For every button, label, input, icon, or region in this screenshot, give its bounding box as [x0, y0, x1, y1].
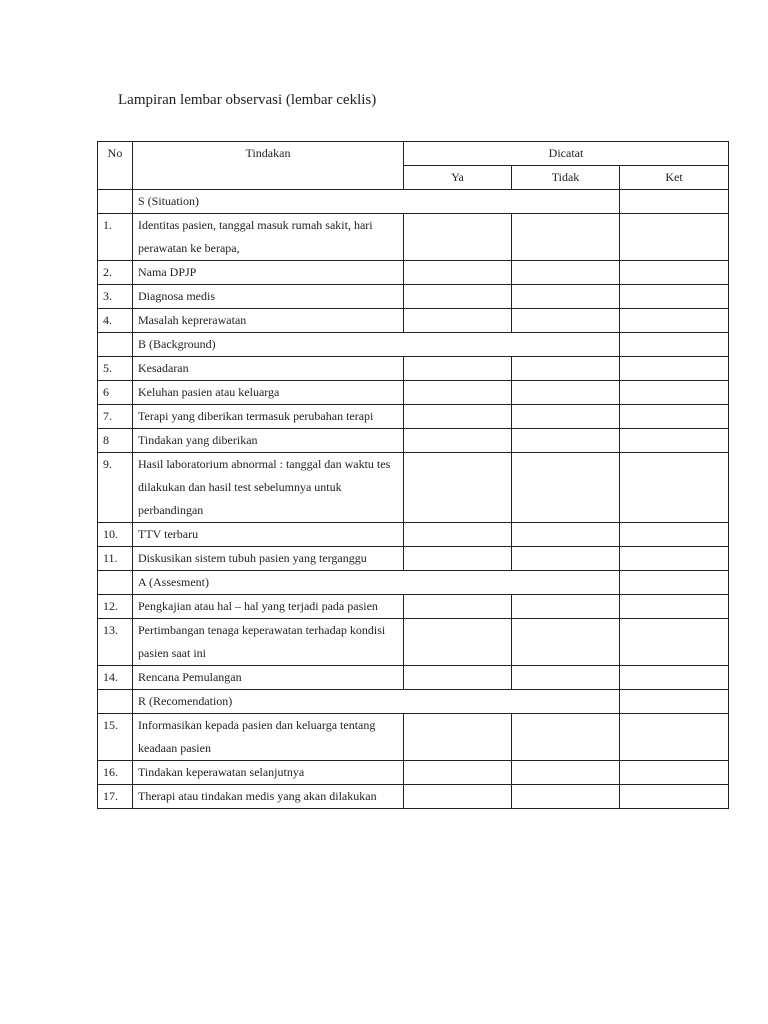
checkbox-cell-ya[interactable] — [404, 714, 512, 761]
observation-checklist-table — [97, 141, 729, 809]
document-title: Lampiran lembar observasi (lembar ceklis) — [118, 92, 377, 108]
checkbox-cell-tidak[interactable] — [512, 214, 620, 261]
section-ket-cell — [620, 690, 729, 714]
item-number: 3. — [98, 285, 133, 309]
item-number: 17. — [98, 785, 133, 809]
item-number: 8 — [98, 429, 133, 453]
item-number: 14. — [98, 666, 133, 690]
header-dicatat: Dicatat — [404, 142, 729, 166]
checkbox-cell-ket[interactable] — [620, 761, 729, 785]
checkbox-cell-ket[interactable] — [620, 523, 729, 547]
checkbox-cell-ya[interactable] — [404, 523, 512, 547]
table-row — [98, 523, 729, 547]
checkbox-cell-ket[interactable] — [620, 405, 729, 429]
checkbox-cell-ket[interactable] — [620, 595, 729, 619]
section-ket-cell — [620, 190, 729, 214]
item-action: Pertimbangan tenaga keperawatan terhadap kondisi pasien saat ini — [133, 619, 404, 666]
checkbox-cell-ket[interactable] — [620, 214, 729, 261]
table-row — [98, 714, 729, 761]
item-number: 16. — [98, 761, 133, 785]
item-action: Kesadaran — [133, 357, 404, 381]
checkbox-cell-ket[interactable] — [620, 429, 729, 453]
table-row — [98, 381, 729, 405]
section-title: S (Situation) — [133, 190, 620, 214]
section-row — [98, 333, 729, 357]
item-action: Keluhan pasien atau keluarga — [133, 381, 404, 405]
item-action: Masalah keprerawatan — [133, 309, 404, 333]
section-row — [98, 190, 729, 214]
checkbox-cell-ya[interactable] — [404, 453, 512, 523]
table-row — [98, 547, 729, 571]
section-row — [98, 571, 729, 595]
item-action: Tindakan yang diberikan — [133, 429, 404, 453]
checkbox-cell-ket[interactable] — [620, 285, 729, 309]
checkbox-cell-ya[interactable] — [404, 666, 512, 690]
checkbox-cell-ya[interactable] — [404, 309, 512, 333]
checkbox-cell-ya[interactable] — [404, 261, 512, 285]
table-row — [98, 405, 729, 429]
checkbox-cell-ya[interactable] — [404, 357, 512, 381]
header-ket: Ket — [620, 166, 729, 190]
checkbox-cell-tidak[interactable] — [512, 547, 620, 571]
section-row — [98, 690, 729, 714]
checkbox-cell-ket[interactable] — [620, 619, 729, 666]
item-number: 4. — [98, 309, 133, 333]
section-title: R (Recomendation) — [133, 690, 620, 714]
checkbox-cell-tidak[interactable] — [512, 761, 620, 785]
header-tindakan: Tindakan — [133, 142, 404, 190]
section-no-cell — [98, 690, 133, 714]
checkbox-cell-ket[interactable] — [620, 261, 729, 285]
section-ket-cell — [620, 333, 729, 357]
checkbox-cell-ket[interactable] — [620, 381, 729, 405]
section-no-cell — [98, 333, 133, 357]
item-action: Tindakan keperawatan selanjutnya — [133, 761, 404, 785]
table-row — [98, 761, 729, 785]
checkbox-cell-tidak[interactable] — [512, 453, 620, 523]
section-title: A (Assesment) — [133, 571, 620, 595]
checkbox-cell-ket[interactable] — [620, 357, 729, 381]
item-action: TTV terbaru — [133, 523, 404, 547]
table-row — [98, 619, 729, 666]
checkbox-cell-tidak[interactable] — [512, 261, 620, 285]
table-row — [98, 285, 729, 309]
table-row — [98, 595, 729, 619]
table-row — [98, 309, 729, 333]
checkbox-cell-ket[interactable] — [620, 547, 729, 571]
table-row — [98, 453, 729, 523]
checkbox-cell-ya[interactable] — [404, 595, 512, 619]
item-number: 6 — [98, 381, 133, 405]
item-action: Rencana Pemulangan — [133, 666, 404, 690]
item-number: 2. — [98, 261, 133, 285]
table-row — [98, 214, 729, 261]
section-ket-cell — [620, 571, 729, 595]
table-row — [98, 785, 729, 809]
checkbox-cell-tidak[interactable] — [512, 285, 620, 309]
checkbox-cell-tidak[interactable] — [512, 357, 620, 381]
section-no-cell — [98, 571, 133, 595]
checkbox-cell-tidak[interactable] — [512, 381, 620, 405]
checkbox-cell-tidak[interactable] — [512, 785, 620, 809]
checkbox-cell-ya[interactable] — [404, 285, 512, 309]
section-title: B (Background) — [133, 333, 620, 357]
checkbox-cell-ket[interactable] — [620, 785, 729, 809]
item-action: Terapi yang diberikan termasuk perubahan terapi — [133, 405, 404, 429]
table-header — [98, 142, 729, 190]
checkbox-cell-ya[interactable] — [404, 547, 512, 571]
header-tidak: Tidak — [512, 166, 620, 190]
checkbox-cell-ya[interactable] — [404, 619, 512, 666]
item-action: Hasil laboratorium abnormal : tanggal dan waktu tes dilakukan dan hasil test sebelumnya untuk perbandingan — [133, 453, 404, 523]
item-action: Informasikan kepada pasien dan keluarga tentang keadaan pasien — [133, 714, 404, 761]
item-number: 7. — [98, 405, 133, 429]
item-action: Therapi atau tindakan medis yang akan dilakukan — [133, 785, 404, 809]
item-number: 10. — [98, 523, 133, 547]
item-action: Identitas pasien, tanggal masuk rumah sakit, hari perawatan ke berapa, — [133, 214, 404, 261]
checkbox-cell-tidak[interactable] — [512, 405, 620, 429]
item-number: 12. — [98, 595, 133, 619]
checkbox-cell-ket[interactable] — [620, 309, 729, 333]
item-action: Nama DPJP — [133, 261, 404, 285]
item-number: 11. — [98, 547, 133, 571]
checkbox-cell-tidak[interactable] — [512, 666, 620, 690]
item-number: 1. — [98, 214, 133, 261]
header-ya: Ya — [404, 166, 512, 190]
table-row — [98, 666, 729, 690]
checkbox-cell-ya[interactable] — [404, 405, 512, 429]
item-action: Diskusikan sistem tubuh pasien yang terganggu — [133, 547, 404, 571]
checkbox-cell-tidak[interactable] — [512, 619, 620, 666]
table-row — [98, 357, 729, 381]
checkbox-cell-tidak[interactable] — [512, 429, 620, 453]
checkbox-cell-tidak[interactable] — [512, 595, 620, 619]
item-number: 9. — [98, 453, 133, 523]
item-number: 15. — [98, 714, 133, 761]
checkbox-cell-ya[interactable] — [404, 381, 512, 405]
checkbox-cell-tidak[interactable] — [512, 309, 620, 333]
item-number: 13. — [98, 619, 133, 666]
checkbox-cell-tidak[interactable] — [512, 714, 620, 761]
table-row — [98, 261, 729, 285]
section-no-cell — [98, 190, 133, 214]
checkbox-cell-ya[interactable] — [404, 429, 512, 453]
header-no: No — [98, 142, 133, 190]
checkbox-cell-ket[interactable] — [620, 453, 729, 523]
checkbox-cell-ya[interactable] — [404, 785, 512, 809]
checkbox-cell-ket[interactable] — [620, 714, 729, 761]
checkbox-cell-tidak[interactable] — [512, 523, 620, 547]
checkbox-cell-ket[interactable] — [620, 666, 729, 690]
checkbox-cell-ya[interactable] — [404, 761, 512, 785]
checkbox-cell-ya[interactable] — [404, 214, 512, 261]
table-body — [98, 190, 729, 809]
table-row — [98, 429, 729, 453]
item-action: Diagnosa medis — [133, 285, 404, 309]
item-number: 5. — [98, 357, 133, 381]
item-action: Pengkajian atau hal – hal yang terjadi pada pasien — [133, 595, 404, 619]
